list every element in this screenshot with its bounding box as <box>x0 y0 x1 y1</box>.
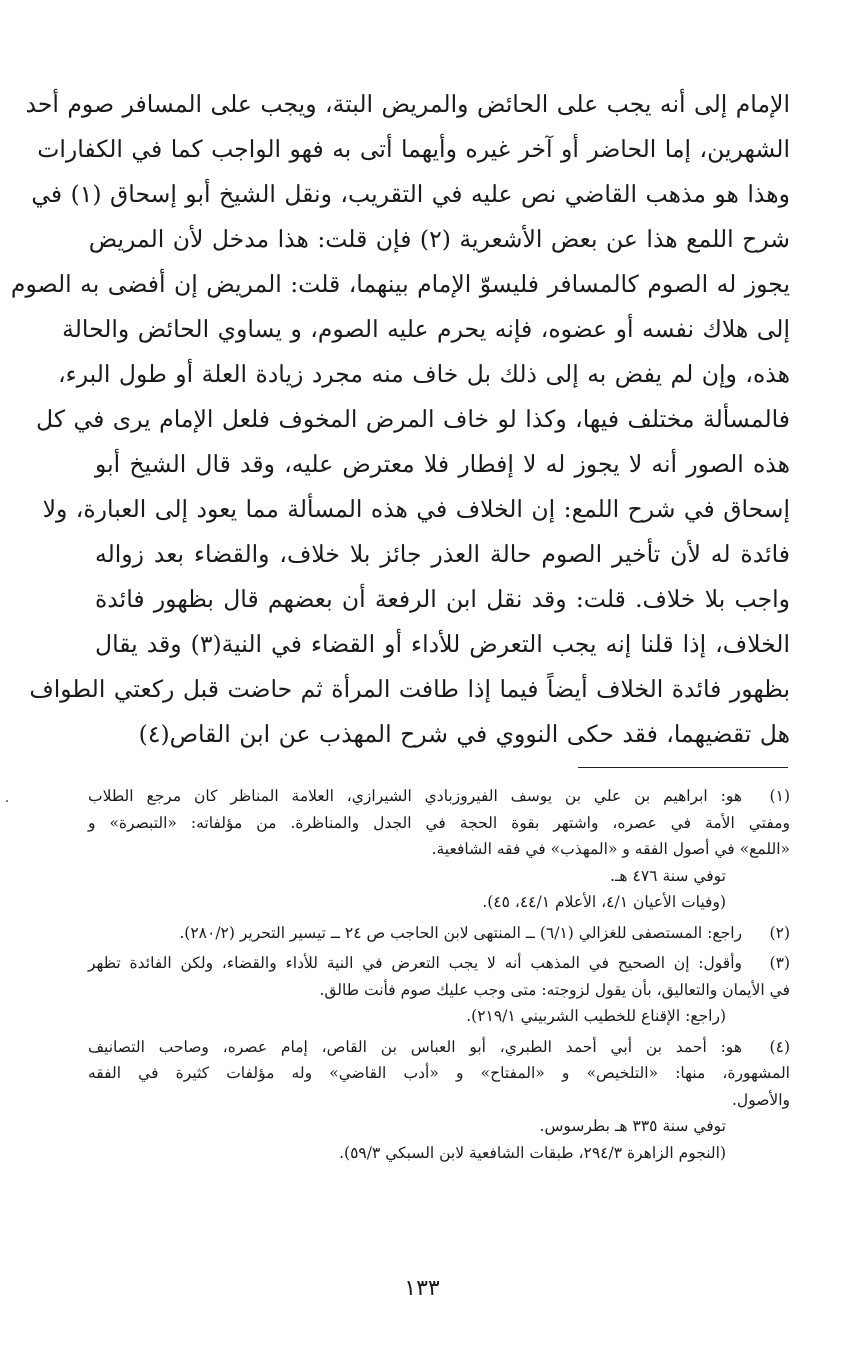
main-text-line: واجب بلا خلاف. قلت: وقد نقل ابن الرفعة أن بعضهم قال بظهور فائدة <box>95 585 790 613</box>
footnote-number: (٣) <box>769 954 790 972</box>
main-text-line: شرح اللمع هذا عن بعض الأشعرية (٢) فإن قلت: هذا مدخل لأن المريض <box>88 225 790 253</box>
main-text-line: هذه الصور أنه لا يجوز له لا إفطار فلا معترض عليه، وقد قال الشيخ أبو <box>95 450 790 478</box>
main-text-line: بظهور فائدة الخلاف أيضاً فيما إذا طافت المرأة ثم حاضت قبل ركعتي الطواف <box>29 675 790 703</box>
scan-speck <box>6 800 8 802</box>
footnote-separator <box>578 767 788 768</box>
footnote-line: راجع: المستصفى للغزالي (٦/١) ــ المنتهى لابن الحاجب ص ٢٤ ــ تيسير التحرير (٢٨٠/٢). <box>179 923 742 942</box>
main-text-line: فائدة له لأن تأخير الصوم حالة العذر جائز بلا خلاف، والقضاء بعد زواله <box>95 540 790 568</box>
footnote <box>88 920 790 947</box>
footnote-line: في الأيمان والتعاليق، بأن يقول لزوجته: متى وجب عليك صوم فأنت طالق. <box>319 980 790 999</box>
footnote-line: ومفتي الأمة في عصره، واشتهر بقوة الحجة في الجدل والمناظرة. من مؤلفاته: «التبصرة» و <box>88 813 790 832</box>
footnote <box>88 1034 790 1167</box>
footnotes-section <box>88 783 790 1170</box>
footnote-number: (٢) <box>769 923 790 942</box>
main-text-line: الإمام إلى أنه يجب على الحائض والمريض البتة، ويجب على المسافر صوم أحد <box>25 90 790 118</box>
footnote-number: (٤) <box>769 1037 790 1056</box>
footnote-line: هو: أحمد بن أبي أحمد الطبري، أبو العباس بن القاص، إمام عصره، وصاحب التصانيف <box>88 1037 742 1056</box>
main-text-line: إلى هلاك نفسه أو عضوه، فإنه يحرم عليه الصوم، و يساوي الحائض والحالة <box>62 315 790 343</box>
main-text-line: هذه، وإن لم يفض به إلى ذلك بل خاف منه مجرد زيادة العلة أو طول البرء، <box>58 360 790 388</box>
footnote-line: هو: ابراهيم بن علي بن يوسف الفيروزبادي الشيرازي، العلامة المناظر كان مرجع الطلاب <box>88 787 742 805</box>
main-text-line: إسحاق في شرح اللمع: إن الخلاف في هذه المسألة مما يعود إلى العبارة، ولا <box>42 495 790 523</box>
footnote-line: والأصول. <box>732 1090 790 1109</box>
main-text-line: فالمسألة مختلف فيها، وكذا لو خاف المرض المخوف فلعل الإمام يرى في كل <box>36 405 790 433</box>
footnote-line: المشهورة، منها: «التلخيص» و «المفتاح» و «أدب القاضي» وله مؤلفات كثيرة في الفقه <box>88 1064 790 1082</box>
main-text-line: الشهرين، إما الحاضر أو آخر غيره وأيهما أتى به فهو الواجب كما في الكفارات <box>37 135 790 163</box>
footnote-line: «اللمع» في أصول الفقه و «المهذب» في فقه الشافعية. <box>431 840 790 858</box>
page-number: ١٣٣ <box>404 1276 440 1301</box>
footnote-reference-line: توفي سنة ٣٣٥ هـ بطرسوس. <box>539 1117 726 1135</box>
footnote-reference-line: (وفيات الأعيان ٤/١، الأعلام ٤٤/١، ٤٥). <box>482 893 726 911</box>
footnote-number: (١) <box>769 787 790 805</box>
footnote <box>88 950 790 1030</box>
footnote-reference-line: (النجوم الزاهرة ٢٩٤/٣، طبقات الشافعية لابن السبكي ٥٩/٣). <box>339 1143 726 1162</box>
footnote-reference-line: (راجع: الإقناع للخطيب الشربيني ٢١٩/١). <box>466 1007 726 1025</box>
main-text-line: يجوز له الصوم كالمسافر فليسوّ الإمام بينهما، قلت: المريض إن أفضى به الصوم <box>10 270 790 298</box>
main-text-line: هل تقضيهما، فقد حكى النووي في شرح المهذب عن ابن القاص(٤) <box>138 720 790 748</box>
footnote-line: وأقول: إن الصحيح في المذهب أنه لا يجب التعرض في النية للأداء والقضاء، ولكن الفائدة تظهر <box>88 954 742 972</box>
main-text-body <box>10 82 790 757</box>
main-text-line: الخلاف، إذا قلنا إنه يجب التعرض للأداء أو القضاء في النية(٣) وقد يقال <box>95 630 790 658</box>
main-text-line: وهذا هو مذهب القاضي نص عليه في التقريب، ونقل الشيخ أبو إسحاق (١) في <box>31 180 790 208</box>
footnote <box>88 783 790 916</box>
footnote-reference-line: توفي سنة ٤٧٦ هـ. <box>609 866 726 885</box>
